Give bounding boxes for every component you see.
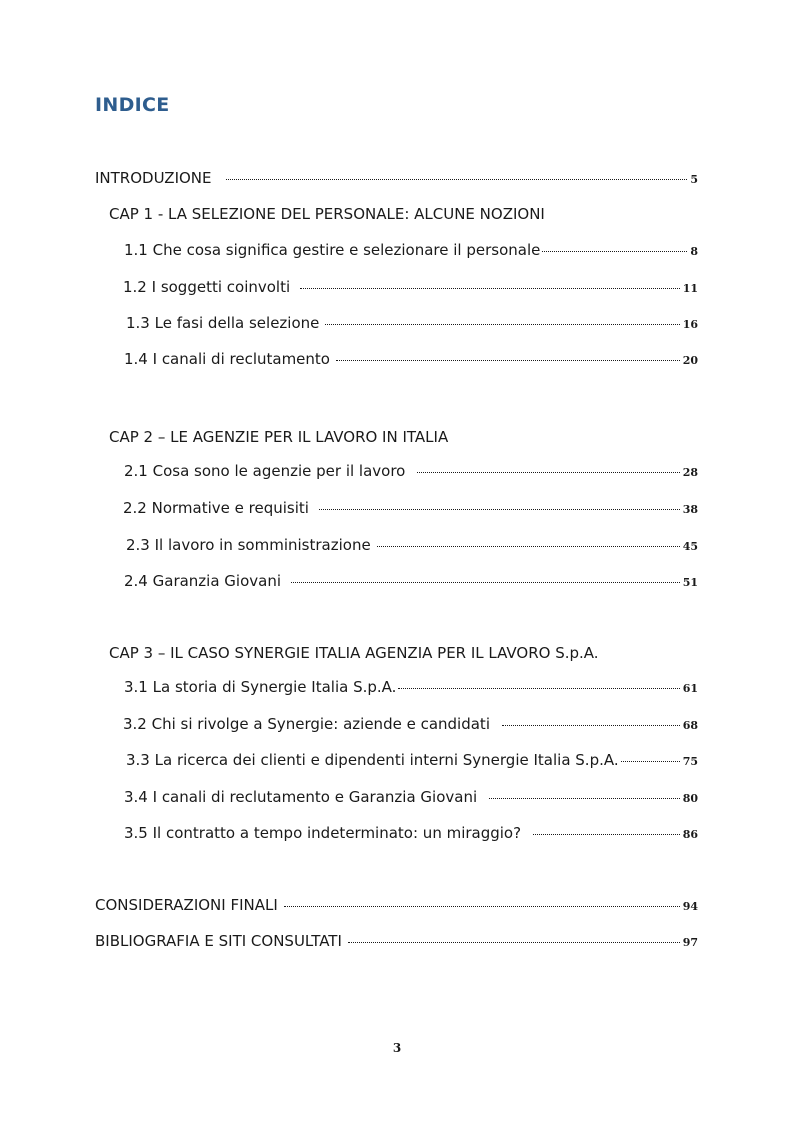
toc-page-number: 61 bbox=[682, 682, 698, 695]
toc-page-number: 16 bbox=[682, 318, 698, 331]
toc-entry-label: 1.1 Che cosa significa gestire e selezionare il personale bbox=[124, 241, 541, 259]
toc-entry-1-4[interactable] bbox=[124, 350, 698, 372]
toc-page-number: 11 bbox=[682, 282, 698, 295]
toc-entry-3-3[interactable] bbox=[126, 751, 698, 773]
toc-page-number: 20 bbox=[682, 354, 698, 367]
toc-leader-dots bbox=[398, 688, 679, 689]
toc-page-number: 8 bbox=[690, 245, 698, 258]
toc-leader-dots bbox=[291, 582, 680, 583]
toc-entry-label: BIBLIOGRAFIA E SITI CONSULTATI bbox=[95, 932, 342, 950]
toc-entry-label: 2.4 Garanzia Giovani bbox=[124, 572, 282, 590]
toc-leader-dots bbox=[533, 834, 680, 835]
toc-entry-label: 2.2 Normative e requisiti bbox=[123, 499, 309, 517]
toc-entry-2-1[interactable] bbox=[124, 462, 698, 484]
page-title: INDICE bbox=[95, 94, 170, 116]
toc-entry-3-4[interactable] bbox=[124, 788, 698, 810]
toc-page-number: 68 bbox=[682, 719, 698, 732]
toc-leader-dots bbox=[542, 251, 687, 252]
toc-leader-dots bbox=[348, 942, 680, 943]
toc-leader-dots bbox=[226, 179, 688, 180]
toc-leader-dots bbox=[502, 725, 680, 726]
toc-entry-3-5[interactable] bbox=[124, 824, 698, 846]
toc-page-number: 80 bbox=[682, 792, 698, 805]
toc-leader-dots bbox=[300, 288, 680, 289]
toc-leader-dots bbox=[621, 761, 680, 762]
toc-entry-label: CONSIDERAZIONI FINALI bbox=[95, 896, 278, 914]
toc-entry-label: 3.4 I canali di reclutamento e Garanzia Giovani bbox=[124, 788, 478, 806]
toc-entry-2-2[interactable] bbox=[123, 499, 698, 521]
toc-leader-dots bbox=[319, 509, 680, 510]
toc-entry-label: 1.4 I canali di reclutamento bbox=[124, 350, 330, 368]
toc-page-number: 97 bbox=[682, 936, 698, 949]
toc-entry-1-2[interactable] bbox=[123, 278, 698, 300]
chapter-heading-3: CAP 3 – IL CASO SYNERGIE ITALIA AGENZIA PER IL LAVORO S.p.A. bbox=[109, 644, 599, 662]
chapter-heading-2: CAP 2 – LE AGENZIE PER IL LAVORO IN ITALIA bbox=[109, 428, 449, 446]
toc-page-number: 45 bbox=[682, 540, 698, 553]
toc-entry-label: INTRODUZIONE bbox=[95, 169, 212, 187]
toc-leader-dots bbox=[489, 798, 680, 799]
toc-entry-label: 3.5 Il contratto a tempo indeterminato: un miraggio? bbox=[124, 824, 522, 842]
toc-entry-2-3[interactable] bbox=[126, 536, 698, 558]
toc-entry-label: 2.3 Il lavoro in somministrazione bbox=[126, 536, 371, 554]
toc-entry-considerazioni[interactable] bbox=[95, 896, 698, 918]
toc-entry-1-3[interactable] bbox=[126, 314, 698, 336]
toc-entry-2-4[interactable] bbox=[124, 572, 698, 594]
toc-page-number: 75 bbox=[682, 755, 698, 768]
toc-page-number: 38 bbox=[682, 503, 698, 516]
toc-page-number: 94 bbox=[682, 900, 698, 913]
toc-entry-label: 2.1 Cosa sono le agenzie per il lavoro bbox=[124, 462, 406, 480]
toc-entry-label: 3.2 Chi si rivolge a Synergie: aziende e candidati bbox=[123, 715, 490, 733]
toc-leader-dots bbox=[377, 546, 680, 547]
toc-leader-dots bbox=[336, 360, 680, 361]
toc-entry-1-1[interactable] bbox=[124, 241, 698, 263]
toc-page-number: 51 bbox=[682, 576, 698, 589]
toc-entry-bibliografia[interactable] bbox=[95, 932, 698, 954]
toc-page-number: 28 bbox=[682, 466, 698, 479]
toc-entry-introduzione[interactable] bbox=[95, 169, 698, 191]
toc-leader-dots bbox=[417, 472, 679, 473]
toc-page-number: 5 bbox=[690, 173, 698, 186]
toc-leader-dots bbox=[325, 324, 679, 325]
toc-page-number: 86 bbox=[682, 828, 698, 841]
toc-leader-dots bbox=[284, 906, 680, 907]
toc-entry-label: 3.1 La storia di Synergie Italia S.p.A. bbox=[124, 678, 397, 696]
page-number: 3 bbox=[392, 1041, 402, 1055]
chapter-heading-1: CAP 1 - LA SELEZIONE DEL PERSONALE: ALCUNE NOZIONI bbox=[109, 205, 545, 223]
toc-entry-label: 3.3 La ricerca dei clienti e dipendenti interni Synergie Italia S.p.A. bbox=[126, 751, 619, 769]
toc-entry-label: 1.3 Le fasi della selezione bbox=[126, 314, 320, 332]
toc-entry-3-2[interactable] bbox=[123, 715, 698, 737]
toc-entry-label: 1.2 I soggetti coinvolti bbox=[123, 278, 291, 296]
toc-entry-3-1[interactable] bbox=[124, 678, 698, 700]
